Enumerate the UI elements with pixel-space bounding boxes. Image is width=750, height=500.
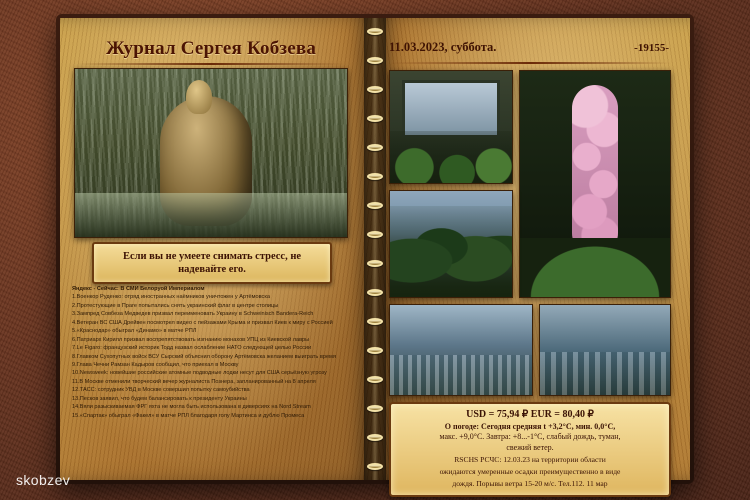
lake-water — [540, 352, 670, 395]
binder-ring — [367, 260, 383, 267]
journal-title-bar — [72, 38, 350, 65]
binder-rings — [366, 28, 384, 470]
news-item: 15.«Спартак» обыграл «Факел» в матче РПЛ благодаря голу Мартинса и дублю Промеса — [72, 412, 305, 419]
flower-leaves — [520, 238, 670, 297]
news-item: 3.Зампред Совбеза Медведев призвал переименовать Украину в Schweinisch Bandera-Reich — [72, 311, 314, 318]
news-item: 14.Вяли разыскиваемая ФРГ яхта не могла быть использована в диверсиях на Nord Stream — [72, 404, 311, 411]
winter-forest-photo[interactable] — [389, 190, 513, 298]
page-title: Журнал Сергея Кобзева — [105, 38, 317, 59]
news-item: 2.Протестующие в Праге попытались снять украинский флаг в центре столицы — [72, 302, 279, 309]
news-item: 10.Newsweek: новейшие российские атомные подводные лодки несут для США серьёзную угрозу — [72, 370, 327, 377]
tree-line — [390, 206, 512, 297]
emergency-line-3: дождя. Порывы ветра 15-20 м/с. Тел.112. 11 мар — [452, 478, 608, 488]
binder-ring — [367, 202, 383, 209]
binder-ring — [367, 347, 383, 354]
binder-ring — [367, 463, 383, 470]
weather-line-3: свежий ветер. — [506, 442, 554, 452]
issue-number: -19155- — [634, 42, 669, 54]
header-divider — [389, 62, 671, 64]
news-item: 6.Патриарх Кирилл призвал воспрепятствовать изгнанию монахов УПЦ из Киевской лавры — [72, 336, 310, 343]
binder-ring — [367, 173, 383, 180]
news-item: 5.«Краснодар» обыграл «Динамо» в матче РПЛ — [72, 328, 197, 335]
lake-photo[interactable] — [539, 304, 671, 396]
news-column — [72, 286, 354, 478]
news-item: 8.Главком Сухопутных войск ВСУ Сырский объяснил оборону Артёмовска желанием выиграть время — [72, 353, 336, 360]
currency-rates: USD = 75,94 ₽ EUR = 80,40 ₽ — [466, 409, 594, 420]
binder-ring — [367, 57, 383, 64]
potted-plants — [390, 131, 512, 183]
window-pane — [402, 80, 500, 138]
emergency-line-2: ожидаются умеренные осадки преимущественно в виде — [439, 467, 621, 477]
news-item: 9.Глава Чечни Рамзан Кадыров сообщил, что приехал в Москву — [72, 361, 239, 368]
water-pool — [75, 193, 347, 237]
binder-ring — [367, 318, 383, 325]
binder-ring — [367, 376, 383, 383]
title-divider — [77, 63, 345, 65]
river-bank-photo[interactable] — [389, 304, 533, 396]
news-item: 4.Ветеран ВС США Дрейвен посмотрел видео с пейзажами Крыма и призвал Киев к миру с Россией — [72, 319, 333, 326]
left-page — [60, 18, 375, 480]
weather-line-1: О погоде: Сегодня средняя t +3,2°C, мин. 0,0°C, — [444, 422, 616, 431]
entry-date: 11.03.2023, суббота. — [389, 40, 497, 54]
binder-ring — [367, 28, 383, 35]
binder-ring — [367, 434, 383, 441]
binder-ring — [367, 405, 383, 412]
news-item: 1.Военкор Руденко: отряд иностранных наёмников уничтожен у Артёмовска — [72, 294, 271, 301]
right-page-header — [389, 40, 669, 55]
quote-box: Если вы не умеете снимать стресс, не надевайте его. — [92, 242, 332, 284]
news-item: 11.В Москве отменили творческий вечер журналиста Познера, запланированный на 8 апреля — [72, 378, 316, 385]
watermark: skobzev — [16, 472, 71, 488]
right-page — [375, 18, 690, 488]
news-item: 12.ТАСС: сотрудник УВД в Москве совершил попытку самоубийства — [72, 387, 250, 394]
news-item: 7.Le Figaro: французский историк Тодд назвал ослабление НАТО следующей целью России — [72, 345, 312, 352]
news-item: 13.Песков заявил, что будем балансировать к президенту Украины — [72, 395, 247, 402]
emergency-line-1: RSCHS РСЧС: 12.03.23 на территории области — [454, 455, 606, 465]
flower-stalk — [572, 85, 618, 257]
waterfall-statue-photo[interactable] — [74, 68, 348, 238]
weather-line-2: макс. +9,0°C. Завтра: +8...-1°C, слабый дождь, туман, — [439, 432, 621, 442]
window-plants-photo[interactable] — [389, 70, 513, 184]
binder-ring — [367, 231, 383, 238]
river-water — [390, 355, 532, 396]
binder-ring — [367, 115, 383, 122]
weather-box — [389, 402, 671, 497]
news-lead: Яндекс - Сейчас: В СМИ Белоруой Империалом — [72, 286, 205, 292]
hyacinth-flower-photo[interactable] — [519, 70, 671, 298]
binder-ring — [367, 289, 383, 296]
book-spread — [60, 18, 690, 488]
binder-ring — [367, 144, 383, 151]
photo-album-book — [56, 14, 694, 488]
binder-ring — [367, 86, 383, 93]
